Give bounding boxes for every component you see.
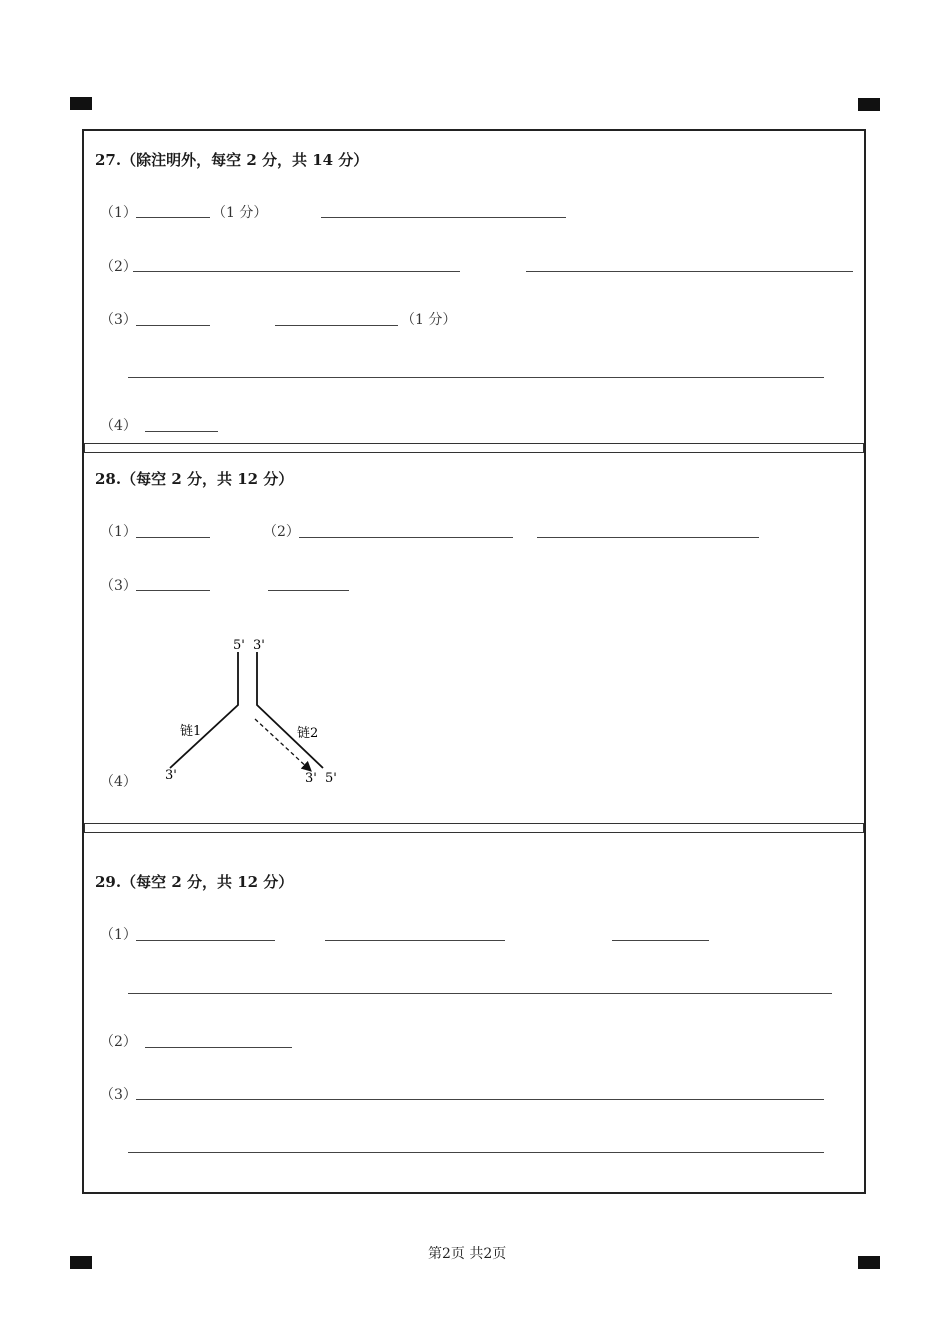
q29-part1-label: （1） xyxy=(100,927,137,943)
q29-part1-blank-3[interactable] xyxy=(612,940,709,941)
dna-chain-1-strand xyxy=(170,652,238,768)
fork-label-bottom-mid: 3' xyxy=(305,771,317,786)
q27-part2-label: （2） xyxy=(100,259,137,275)
q27-part4-label: （4） xyxy=(100,418,137,434)
q29-part3-blank-1[interactable] xyxy=(136,1099,824,1100)
question-27-title: 27.（除注明外，每空 2 分，共 14 分） xyxy=(95,151,369,169)
q27-part1-label: （1） xyxy=(100,205,137,221)
q27-part1-score-note: （1 分） xyxy=(212,205,268,221)
q29-part2-blank-1[interactable] xyxy=(145,1047,292,1048)
chain-1-label: 链1 xyxy=(180,724,202,739)
q29-part1-blank-4[interactable] xyxy=(128,993,832,994)
fork-label-bottom-right: 5' xyxy=(325,771,337,786)
q27-part3-label: （3） xyxy=(100,312,137,328)
question-29-title: 29.（每空 2 分，共 12 分） xyxy=(95,873,294,891)
q28-part4-label: （4） xyxy=(100,774,137,790)
q28-part2-label: （2） xyxy=(263,524,300,540)
q29-part3-blank-2[interactable] xyxy=(128,1152,824,1153)
page-footer: 第2页 共2页 xyxy=(428,1246,507,1262)
question-28-title: 28.（每空 2 分，共 12 分） xyxy=(95,470,294,488)
chain-2-label: 链2 xyxy=(297,726,319,741)
q29-part2-label: （2） xyxy=(100,1034,137,1050)
q27-part3-score-note: （1 分） xyxy=(401,312,457,328)
q28-part1-label: （1） xyxy=(100,524,137,540)
q29-part3-label: （3） xyxy=(100,1087,137,1103)
dna-chain-2-strand xyxy=(257,652,323,768)
fork-label-top-left: 5' xyxy=(233,638,245,653)
q29-part1-blank-1[interactable] xyxy=(136,940,275,941)
fork-label-top-right: 3' xyxy=(253,638,265,653)
q28-part3-label: （3） xyxy=(100,578,137,594)
fork-label-bottom-left: 3' xyxy=(165,768,177,783)
q29-part1-blank-2[interactable] xyxy=(325,940,505,941)
